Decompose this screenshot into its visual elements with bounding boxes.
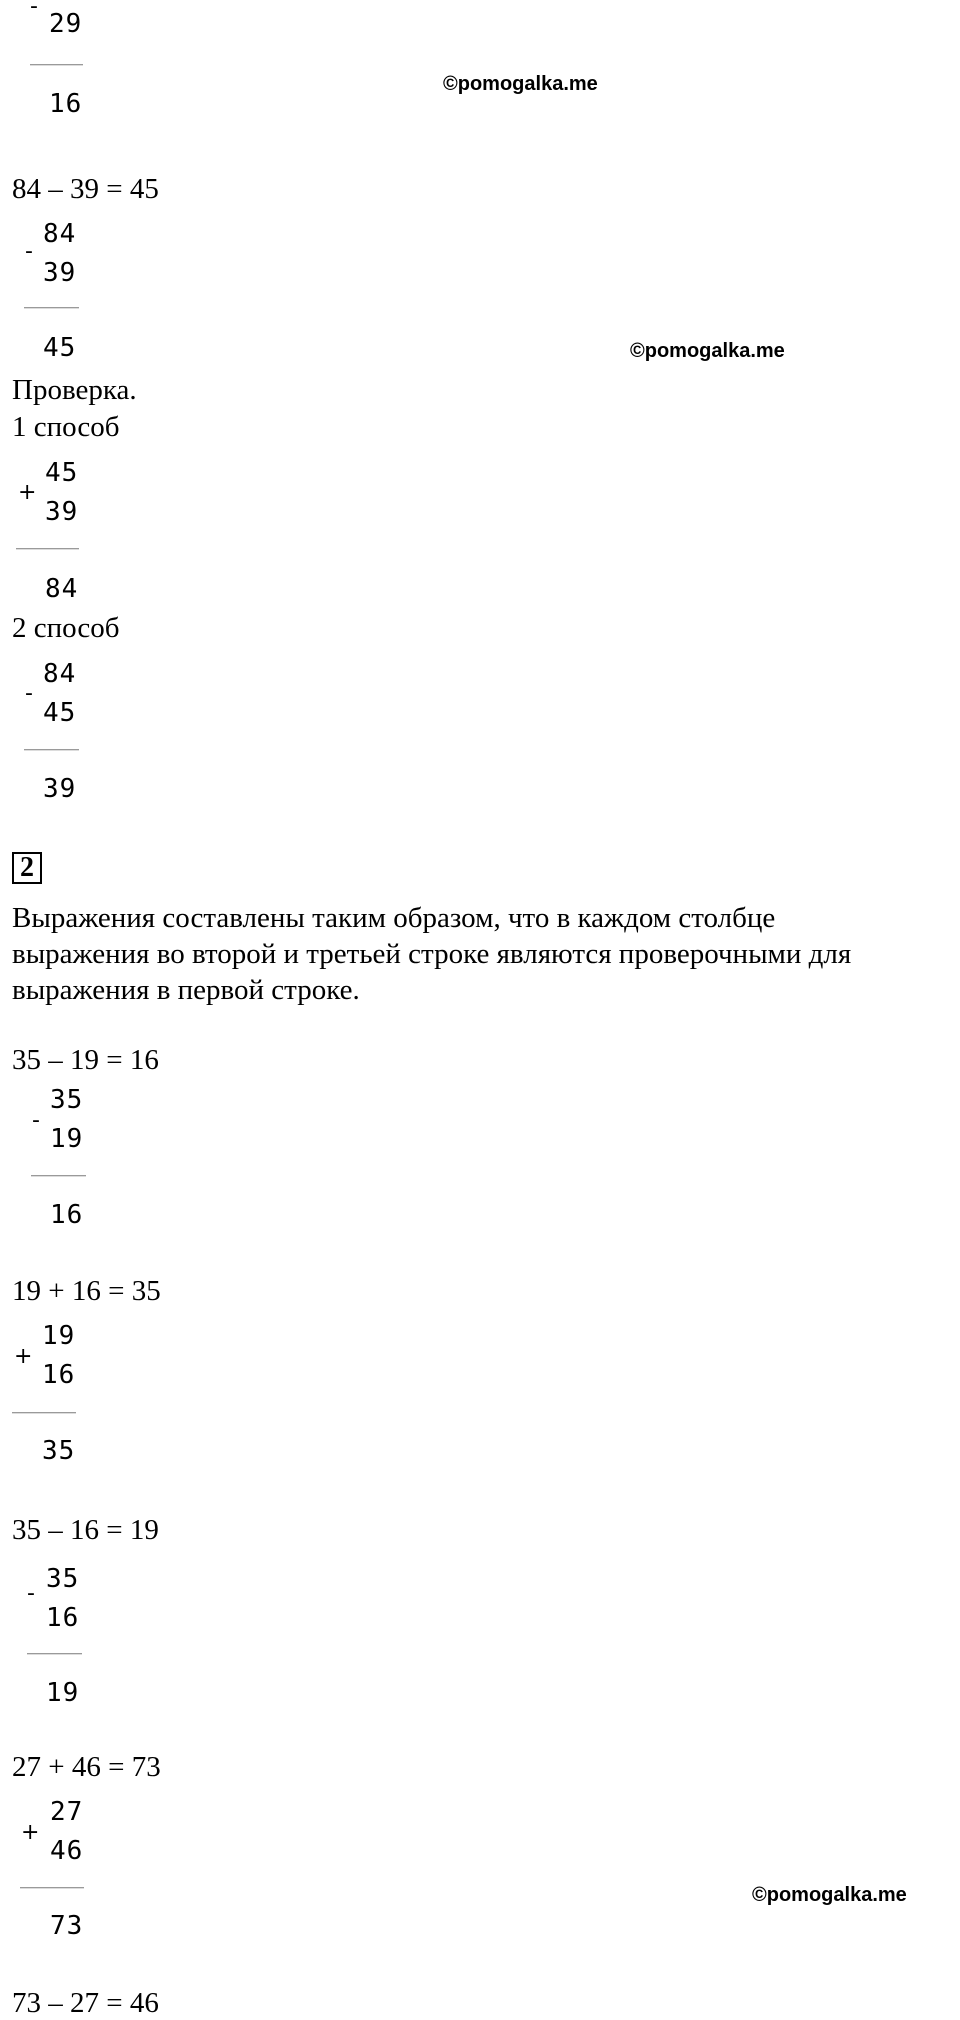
result: 45 [43, 333, 77, 363]
equation: 73 – 27 = 46 [12, 1987, 159, 2019]
method-label: 2 способ [12, 612, 120, 644]
watermark: ©pomogalka.me [752, 1884, 907, 1906]
result: 39 [43, 774, 77, 804]
minus-sign: - [25, 681, 33, 706]
result: 16 [49, 89, 83, 119]
column-rule [12, 1412, 76, 1414]
addend: 46 [50, 1836, 84, 1866]
minus-sign: - [30, 0, 38, 19]
watermark: ©pomogalka.me [443, 73, 598, 95]
subtrahend: 39 [43, 258, 77, 288]
subtrahend: 19 [50, 1124, 84, 1154]
minuend: 84 [43, 219, 77, 249]
equation: 84 – 39 = 45 [12, 173, 159, 205]
task-number: 2 [12, 852, 42, 884]
subtrahend: 45 [43, 698, 77, 728]
equation: 35 – 19 = 16 [12, 1044, 159, 1076]
equation: 27 + 46 = 73 [12, 1751, 161, 1783]
method-label: 1 способ [12, 411, 120, 443]
minuend: 35 [46, 1564, 80, 1594]
result: 16 [50, 1200, 84, 1230]
subtrahend: 16 [46, 1603, 80, 1633]
task-text-line: выражения в первой строке. [12, 974, 360, 1006]
addend: 16 [42, 1360, 76, 1390]
plus-sign: + [18, 480, 37, 505]
minus-sign: - [25, 239, 33, 264]
addend: 27 [50, 1797, 84, 1827]
equation: 19 + 16 = 35 [12, 1275, 161, 1307]
watermark: ©pomogalka.me [630, 340, 785, 362]
result: 35 [42, 1436, 76, 1466]
task-text-line: выражения во второй и третьей строке являются проверочными для [12, 938, 852, 970]
column-rule [20, 1887, 84, 1889]
check-title: Проверка. [12, 374, 137, 406]
addend: 19 [42, 1321, 76, 1351]
column-rule [31, 1175, 86, 1177]
column-rule [24, 749, 79, 751]
subtrahend: 29 [49, 9, 83, 39]
column-rule [24, 307, 79, 309]
result: 73 [50, 1911, 84, 1941]
task-text-line: Выражения составлены таким образом, что в каждом столбце [12, 902, 776, 934]
plus-sign: + [21, 1820, 40, 1845]
column-rule [27, 1653, 82, 1655]
result: 84 [45, 574, 79, 604]
addend: 45 [45, 458, 79, 488]
column-rule [30, 64, 83, 66]
column-rule [16, 548, 79, 550]
minus-sign: - [27, 1581, 35, 1606]
minus-sign: - [32, 1108, 40, 1133]
minuend: 84 [43, 659, 77, 689]
plus-sign: + [14, 1344, 33, 1369]
equation: 35 – 16 = 19 [12, 1514, 159, 1546]
minuend: 35 [50, 1085, 84, 1115]
addend: 39 [45, 497, 79, 527]
result: 19 [46, 1678, 80, 1708]
